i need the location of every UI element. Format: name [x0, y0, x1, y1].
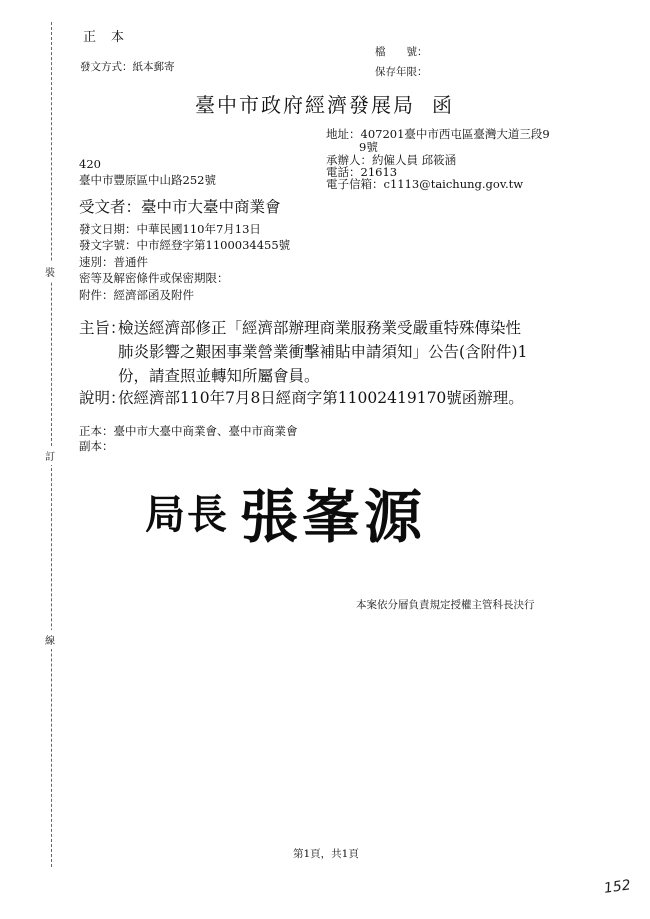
document-type: 函 [432, 93, 454, 117]
contact-person: 承辦人：約僱人員 邱筱涵 [326, 153, 457, 167]
copy-recipients: 副本： [79, 439, 114, 453]
phone: 電話：21613 [326, 165, 398, 179]
signature-title: 局長 [145, 491, 229, 538]
retention-label: 保存年限： [375, 66, 428, 78]
binding-mark-xian: 線 [45, 630, 55, 649]
delivery-speed: 速別：普通件 [79, 255, 148, 269]
email: 電子信箱：c1113@taichung.gov.tw [326, 177, 524, 191]
subject-label: 主旨： [79, 319, 126, 337]
sender-address-line2: 9號 [359, 140, 378, 154]
recipient-address: 臺中市豐原區中山路252號 [79, 173, 216, 187]
document-number: 發文字號：中市經登字第1100034455號 [79, 238, 291, 252]
binding-line [51, 22, 52, 867]
issue-date: 發文日期：中華民國110年7月13日 [79, 222, 261, 236]
agency-title: 臺中市政府經濟發展局 [195, 93, 415, 117]
handwritten-number: 152 [603, 877, 632, 897]
page-number: 第1頁，共1頁 [293, 848, 359, 860]
subject-line-1: 檢送經濟部修正「經濟部辦理商業服務業受嚴重特殊傳染性 [118, 319, 522, 337]
binding-mark-zhuang: 裝 [45, 262, 55, 281]
attachment: 附件：經濟部函及附件 [79, 288, 194, 302]
original-recipients: 正本：臺中市大臺中商業會、臺中市商業會 [79, 424, 298, 438]
delegation-note: 本案依分層負責規定授權主管科長決行 [356, 599, 535, 611]
recipient-zip: 420 [79, 157, 101, 171]
binding-mark-ding: 訂 [45, 446, 55, 465]
subject-line-2: 肺炎影響之艱困事業營業衝擊補貼申請須知」公告(含附件)1 [118, 343, 528, 361]
signature-name: 張峯源 [240, 483, 427, 551]
sender-address-line1: 地址：407201臺中市西屯區臺灣大道三段9 [326, 127, 550, 141]
explanation-text: 依經濟部110年7月8日經商字第11002419170號函辦理。 [118, 389, 524, 407]
secrecy-level: 密等及解密條件或保密期限： [79, 271, 229, 285]
send-method: 發文方式：紙本郵寄 [80, 61, 175, 73]
subject-line-3: 份，請查照並轉知所屬會員。 [118, 367, 320, 385]
recipient-label: 受文者：臺中市大臺中商業會 [79, 198, 281, 216]
copy-type: 正 本 [83, 30, 126, 45]
explanation-label: 說明： [79, 389, 126, 407]
file-number-label: 檔 號： [375, 46, 428, 58]
